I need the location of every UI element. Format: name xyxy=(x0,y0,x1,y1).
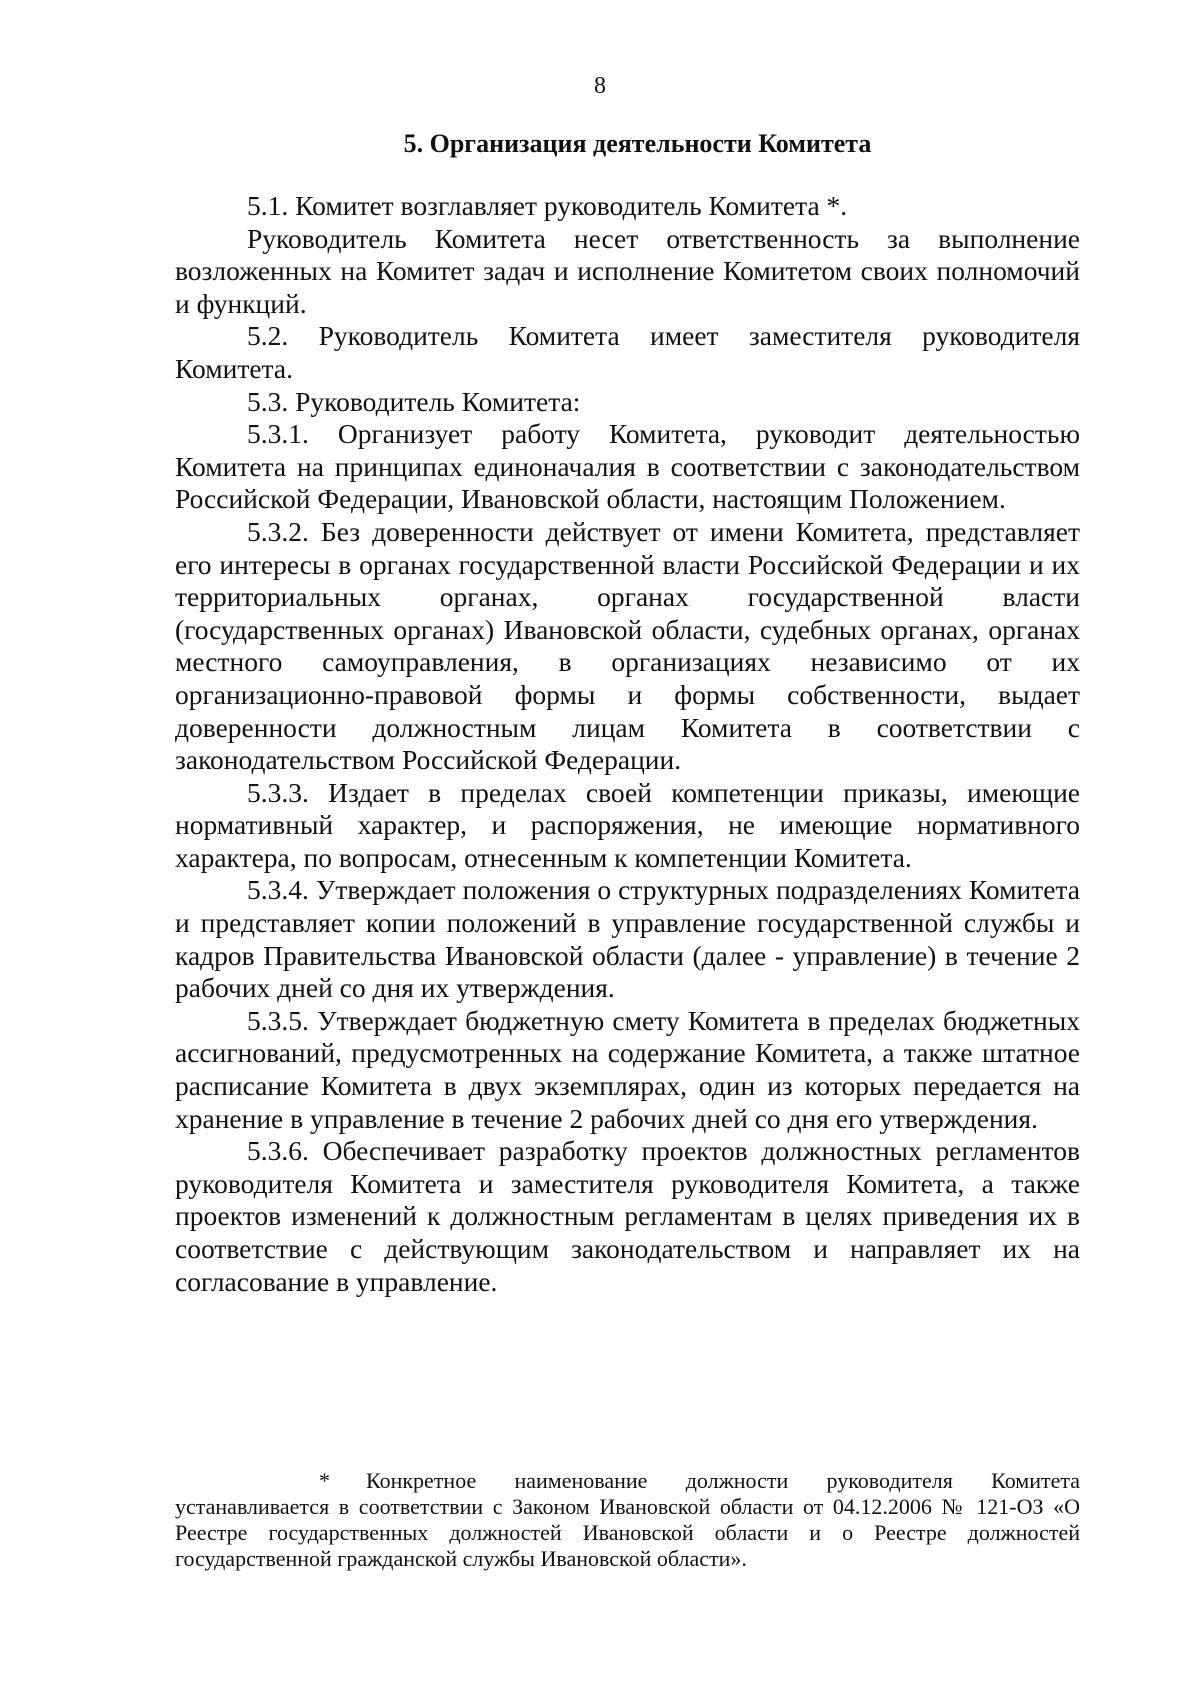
paragraph-5-3: 5.3. Руководитель Комитета: xyxy=(247,385,581,417)
footnote-area xyxy=(175,1468,1080,1572)
paragraph-5-3-1: 5.3.1. Организует работу Комитета, руководит деятельностью Комитета на принципах единоначалия в соответствии с законодательством Российской Федерации, Ивановской области, настоящим Положением. xyxy=(175,418,1080,515)
paragraph-5-1: 5.1. Комитет возглавляет руководитель Комитета *. xyxy=(247,190,848,221)
paragraph-5-3-4: 5.3.4. Утверждает положения о структурных подразделениях Комитета и представляет копии положений в управление государственной службы и кадров Правительства Ивановской области (далее - управление) в течение 2 рабочих дней со дня их утверждения. xyxy=(175,874,1080,1004)
paragraph-5-2: 5.2. Руководитель Комитета имеет заместителя руководителя Комитета. xyxy=(175,320,1080,384)
paragraph-5-3-2: 5.3.2. Без доверенности действует от имени Комитета, представляет его интересы в органах государственной власти Российской Федерации и их территориальных органах, органах государственной власти (государственных органах) Ивановской области, судебных органах, органах местного самоуправления, в организациях независимо от их организационно-правовой формы и формы собственности, выдает доверенности должностным лицам Комитета в соответствии с законодательством Российской Федерации. xyxy=(175,515,1080,776)
page-number: 8 xyxy=(594,73,606,99)
main-content xyxy=(175,128,1080,1298)
paragraph-5-3-6: 5.3.6. Обеспечивает разработку проектов должностных регламентов руководителя Комитета и заместителя руководителя Комитета, а также проектов изменений к должностным регламентам в целях приведения их в соответствие с действующим законодательством и направляет их на согласование в управление. xyxy=(175,1135,1080,1297)
footnote xyxy=(175,1468,1080,1572)
paragraph-5-3-5: 5.3.5. Утверждает бюджетную смету Комитета в пределах бюджетных ассигнований, предусмотренных на содержание Комитета, а также штатное расписание Комитета в двух экземплярах, один из которых передается на хранение в управление в течение 2 рабочих дней со дня его утверждения. xyxy=(175,1004,1080,1134)
paragraph-head-responsibility: Руководитель Комитета несет ответственность за выполнение возложенных на Комитет задач и исполнение Комитетом своих полномочий и функций. xyxy=(175,222,1080,319)
footnote-text: Конкретное наименование должности руководителя Комитета устанавливается в соответствии с Законом Ивановской области от 04.12.2006 № 121-ОЗ «О Реестре государственных должностей Ивановской области и о Реестре должностей государственной гражданской службы Ивановской области». xyxy=(175,1468,1080,1571)
paragraph-5-3-3: 5.3.3. Издает в пределах своей компетенции приказы, имеющие нормативный характер, и распоряжения, не имеющие нормативного характера, по вопросам, отнесенным к компетенции Комитета. xyxy=(175,776,1080,873)
footnote-marker: * xyxy=(319,1468,330,1493)
section-title: 5. Организация деятельности Комитета xyxy=(403,129,872,158)
